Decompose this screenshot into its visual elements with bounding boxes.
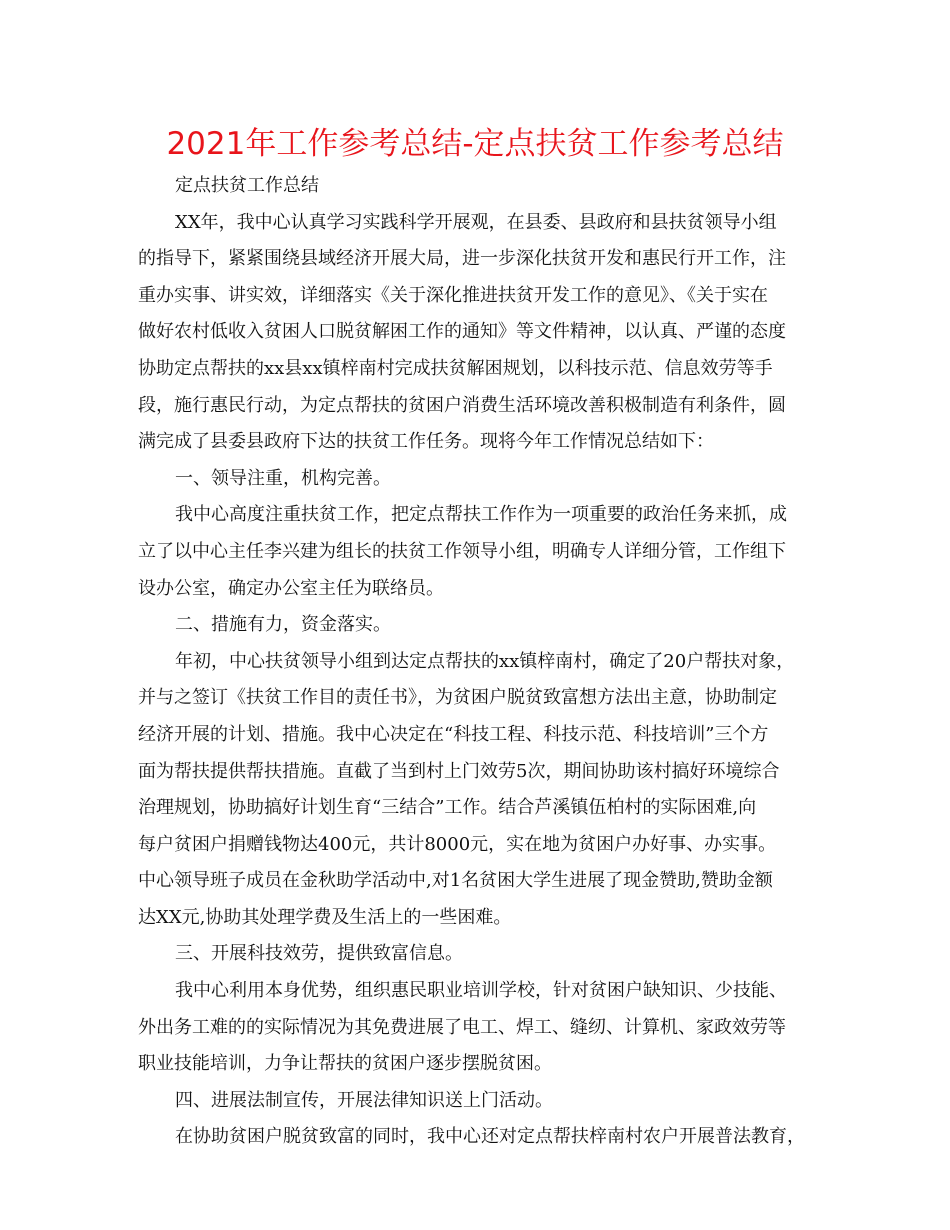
text-line: 二、措施有力，资金落实。 [175,614,391,636]
text-line: 面为帮扶提供帮扶措施。直截了当到村上门效劳5次，期间协助该村搞好环境综合 [138,760,780,782]
text-line: 并与之签订《扶贫工作目的责任书》，为贫困户脱贫致富想方法出主意，协助制定 [138,687,777,709]
text-line: 达XX元,协助其处理学费及生活上的一些困难。 [138,906,512,928]
text-line: 中心领导班子成员在金秋助学活动中,对1名贫困大学生进展了现金赞助,赞助金额 [138,870,773,892]
text-line: 定点扶贫工作总结 [175,175,319,196]
text-line: 经济开展的计划、措施。我中心决定在“科技工程、科技示范、科技培训”三个方 [138,723,769,745]
text-line: 一、领导注重，机构完善。 [175,467,391,489]
text-line: 三、开展科技效劳，提供致富信息。 [175,943,463,965]
text-line: 协助定点帮扶的xx县xx镇梓南村完成扶贫解困规划，以科技示范、信息效劳等手 [138,357,773,379]
text-line: 每户贫困户捐赠钱物达400元，共计8000元，实在地为贫困户办好事、办实事。 [138,833,777,855]
text-line: 治理规划，协助搞好计划生育“三结合”工作。结合芦溪镇伍柏村的实际困难,向 [138,797,757,819]
text-line: 我中心利用本身优势，组织惠民职业培训学校，针对贫困户缺知识、少技能、 [175,980,787,1002]
text-line: XX年，我中心认真学习实践科学开展观，在县委、县政府和县扶贫领导小组 [175,211,777,233]
text-line: 我中心高度注重扶贫工作，把定点帮扶工作作为一项重要的政治任务来抓，成 [175,504,787,526]
text-line: 年初，中心扶贫领导小组到达定点帮扶的xx镇梓南村，确定了20户帮扶对象， [175,650,795,672]
text-line: 重办实事、讲实效，详细落实《关于深化推进扶贫开发工作的意见》、《关于实在 [138,284,768,306]
text-line: 的指导下，紧紧围绕县域经济开展大局，进一步深化扶贫开发和惠民行开工作，注 [138,248,786,270]
text-line: 设办公室，确定办公室主任为联络员。 [138,577,444,599]
text-line: 外出务工难的的实际情况为其免费进展了电工、焊工、缝纫、计算机、家政效劳等 [138,1016,786,1038]
text-line: 做好农村低收入贫困人口脱贫解困工作的通知》等文件精神，以认真、严谨的态度 [138,321,786,343]
document-body [138,168,828,1156]
text-line: 满完成了县委县政府下达的扶贫工作任务。现将今年工作情况总结如下： [138,431,714,453]
text-line: 职业技能培训，力争让帮扶的贫困户逐步摆脱贫困。 [138,1053,552,1075]
text-line: 段，施行惠民行动，为定点帮扶的贫困户消费生活环境改善积极制造有利条件，圆 [138,394,786,416]
document-title: 2021年工作参考总结-定点扶贫工作参考总结 [166,126,784,162]
text-line: 在协助贫困户脱贫致富的同时，我中心还对定点帮扶梓南村农户开展普法教育， [175,1126,805,1148]
text-line: 四、进展法制宣传，开展法律知识送上门活动。 [175,1089,553,1111]
text-line: 立了以中心主任李兴建为组长的扶贫工作领导小组，明确专人详细分管，工作组下 [138,540,786,562]
